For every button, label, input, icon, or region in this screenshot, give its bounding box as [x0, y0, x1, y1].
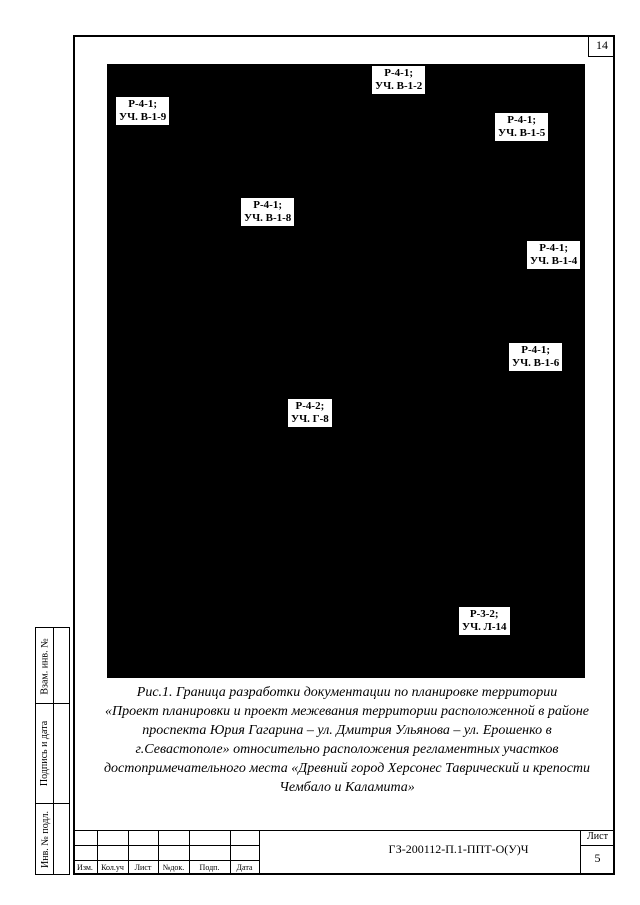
side-strip — [35, 627, 70, 875]
map-label: Р-4-1; УЧ. В-1-5 — [495, 113, 548, 141]
col-doc: №док. — [162, 863, 185, 872]
replaced-inv-label: Взам. инв. № — [39, 637, 51, 695]
figure-caption: Рис.1. Граница разработки документации по планировке территории «Проект планировки и проект межевания территории расположенной в районе проспекта Юрия Гагарина – ул. Дмитрия Ульянова – ул. Ерошенко в г.Севастополе» относительно расположения регламентных участков достопримечательного места «Древний город Херсонес Таврический и крепости Чембало и Каламита» — [103, 685, 591, 795]
map-label: Р-4-1; УЧ. В-1-2 — [372, 66, 425, 94]
col-sign: Подп. — [199, 863, 220, 872]
map-image — [107, 64, 585, 678]
map-label: Р-4-1; УЧ. В-1-8 — [241, 198, 294, 226]
map-label: Р-4-2; УЧ. Г-8 — [288, 399, 332, 427]
map-label: Р-4-1; УЧ. В-1-6 — [509, 343, 562, 371]
col-sheet: Лист — [134, 863, 152, 872]
orig-inv-label: Инв. № подл. — [39, 810, 51, 868]
sheet-number: 5 — [594, 851, 601, 865]
col-date: Дата — [236, 863, 253, 872]
sign-date-label: Подпись и дата — [39, 720, 51, 787]
map-label: Р-4-1; УЧ. В-1-9 — [116, 97, 169, 125]
col-change: Изм. — [77, 863, 93, 872]
title-block — [73, 830, 615, 875]
page-number: 14 — [588, 35, 615, 57]
col-qty: Кол.уч — [101, 863, 124, 872]
sheet-label: Лист — [587, 831, 608, 842]
map-label: Р-3-2; УЧ. Л-14 — [459, 607, 510, 635]
map-label: Р-4-1; УЧ. В-1-4 — [527, 241, 580, 269]
document-code: ГЗ-200112-П.1-ППТ-О(У)Ч — [388, 842, 529, 856]
